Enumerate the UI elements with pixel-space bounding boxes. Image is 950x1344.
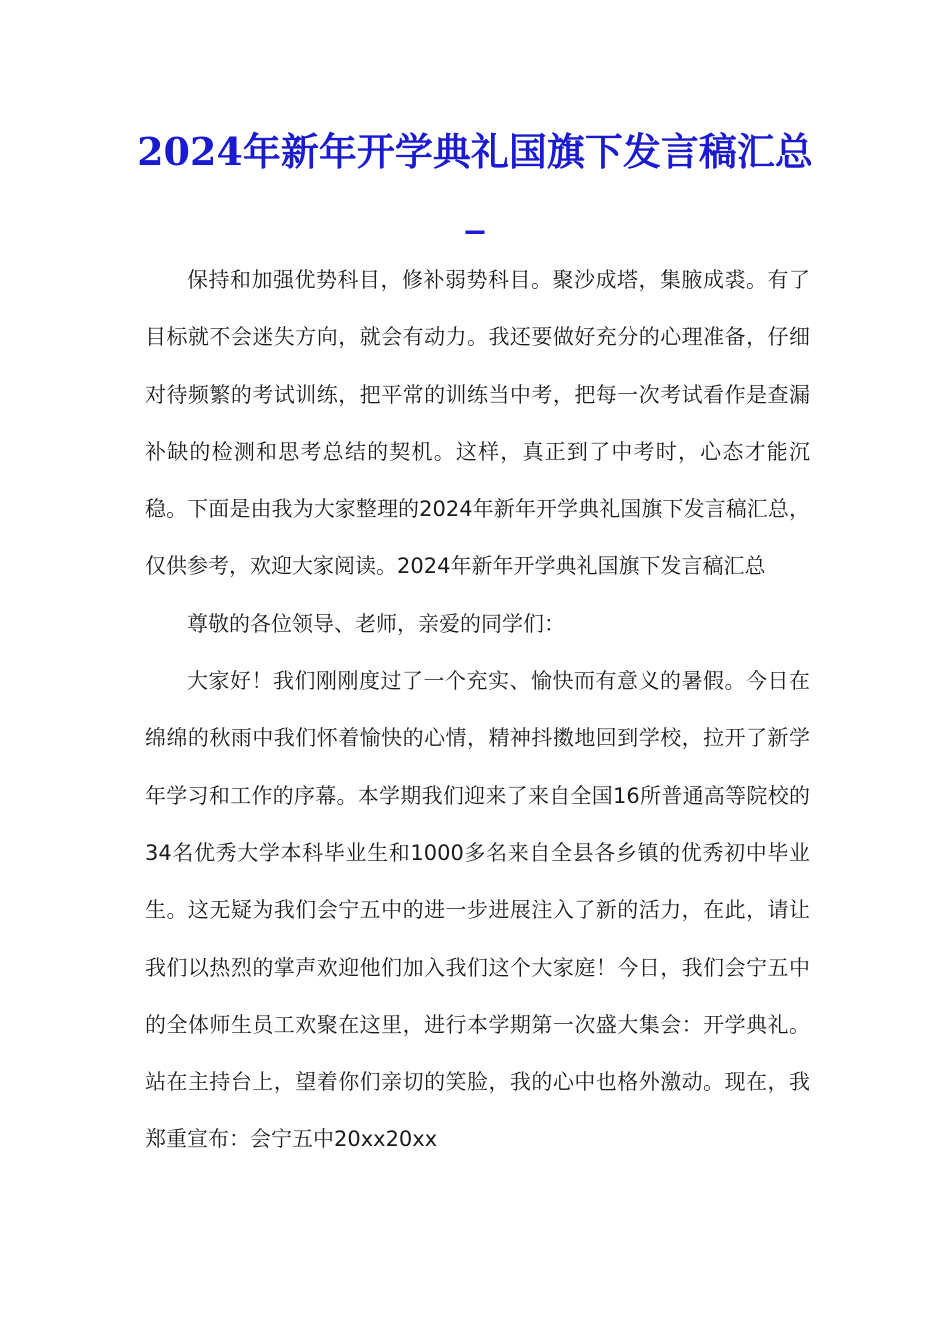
paragraph-intro: 保持和加强优势科目，修补弱势科目。聚沙成塔，集腋成裘。有了目标就不会迷失方向，就会有动力。我还要做好充分的心理准备，仔细对待频繁的考试训练，把平常的训练当中考，把每一次考试看作是查漏补缺的检测和思考总结的契机。这样，真正到了中考时，心态才能沉稳。下面是由我为大家整理的2024年新年开学典礼国旗下发言稿汇总，仅供参考，欢迎大家阅读。2024年新年开学典礼国旗下发言稿汇总 <box>145 268 810 579</box>
document-body <box>145 252 810 1169</box>
document-title: 2024年新年开学典礼国旗下发言稿汇总_ <box>137 129 813 234</box>
paragraph-salutation: 尊敬的各位领导、老师，亲爱的同学们： <box>187 611 565 636</box>
paragraph-speech: 大家好！我们刚刚度过了一个充实、愉快而有意义的暑假。今日在绵绵的秋雨中我们怀着愉快的心情，精神抖擞地回到学校，拉开了新学年学习和工作的序幕。本学期我们迎来了来自全国16所普通高等院校的34名优秀大学本科毕业生和1000多名来自全县各乡镇的优秀初中毕业生。这无疑为我们会宁五中的进一步进展注入了新的活力，在此，请让我们以热烈的掌声欢迎他们加入我们这个大家庭！今日，我们会宁五中的全体师生员工欢聚在这里，进行本学期第一次盛大集会：开学典礼。站在主持台上，望着你们亲切的笑脸，我的心中也格外激动。现在，我郑重宣布：会宁五中20xx20xx <box>145 669 810 1152</box>
